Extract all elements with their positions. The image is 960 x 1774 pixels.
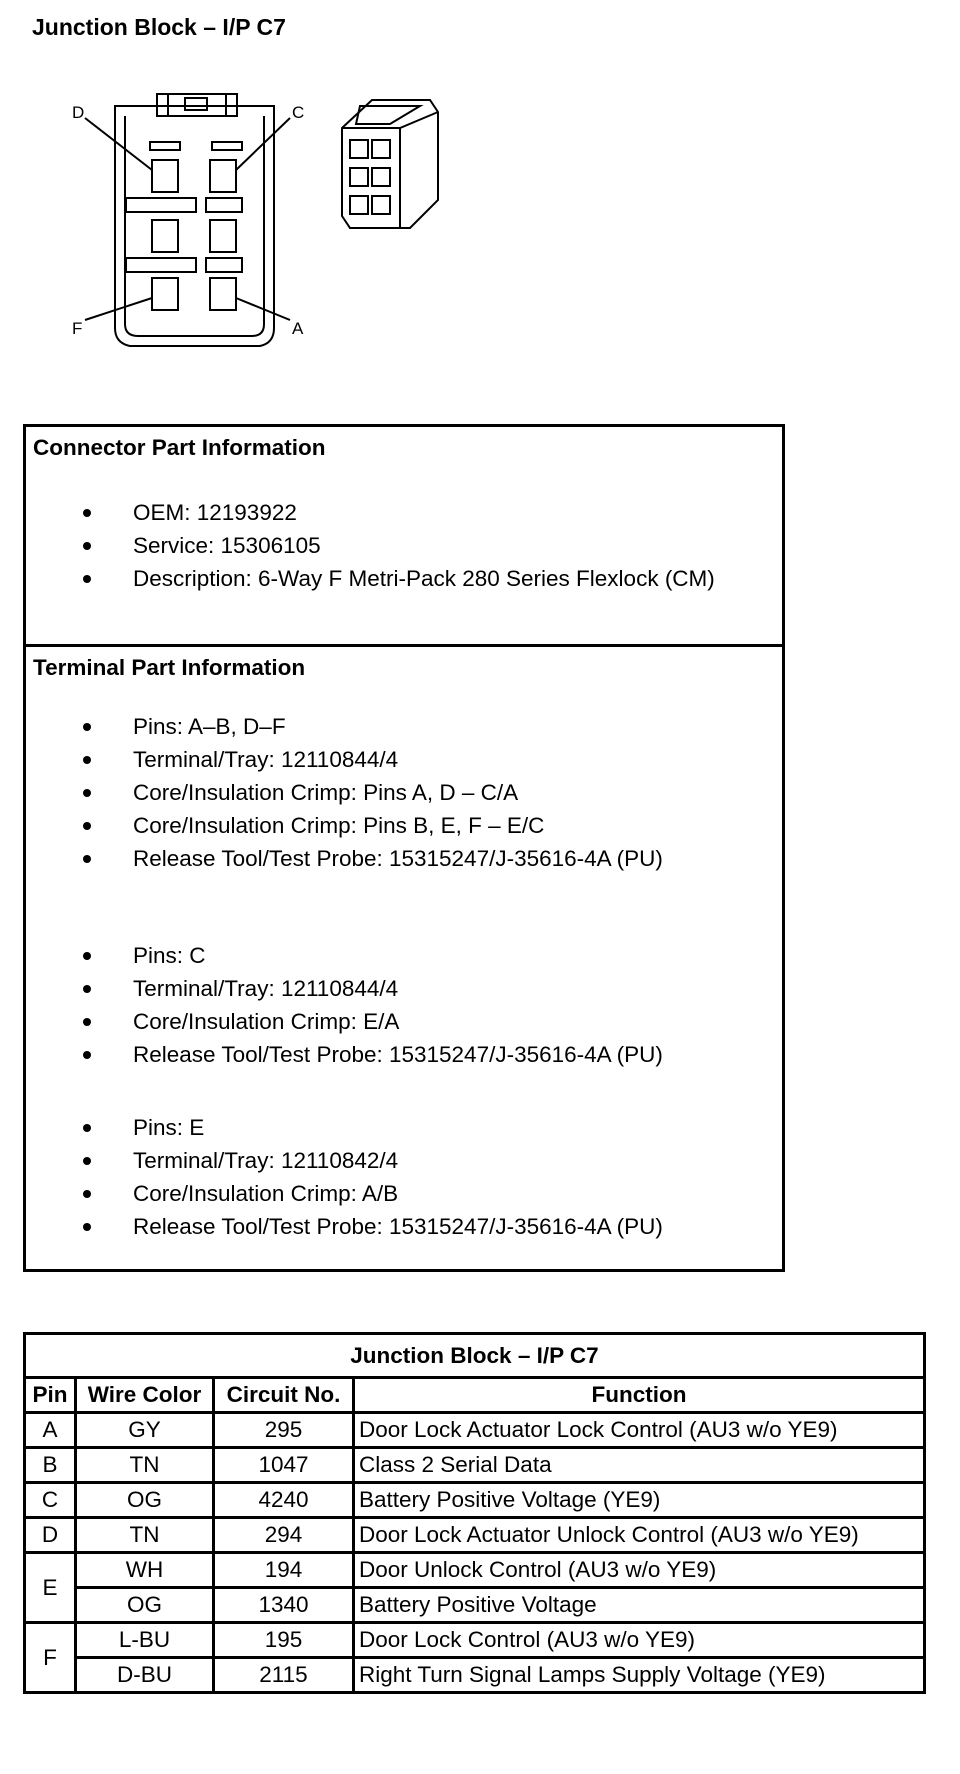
list-item: Release Tool/Test Probe: 15315247/J-35616-4A (PU) bbox=[26, 842, 782, 875]
bullet-icon bbox=[83, 985, 91, 993]
connector-part-info bbox=[26, 427, 782, 647]
list-item: Pins: E bbox=[26, 1111, 782, 1144]
header-wire-color: Wire Color bbox=[76, 1378, 214, 1413]
bullet-icon bbox=[83, 542, 91, 550]
list-item: Core/Insulation Crimp: Pins A, D – C/A bbox=[26, 776, 782, 809]
bullet-icon bbox=[83, 723, 91, 731]
table-row bbox=[25, 1658, 925, 1693]
table-header-row bbox=[25, 1378, 925, 1413]
table-title-row bbox=[25, 1334, 925, 1378]
bullet-icon bbox=[83, 952, 91, 960]
terminal-group-2 bbox=[26, 939, 782, 1071]
pin-cell: E bbox=[25, 1553, 76, 1623]
bullet-icon bbox=[83, 756, 91, 764]
function-cell: Battery Positive Voltage bbox=[354, 1588, 925, 1623]
connector-info-heading: Connector Part Information bbox=[33, 435, 326, 460]
bullet-icon bbox=[83, 822, 91, 830]
list-item: Description: 6-Way F Metri-Pack 280 Series Flexlock (CM) bbox=[26, 562, 782, 595]
connector-drawing bbox=[60, 88, 460, 368]
wire-color-cell: OG bbox=[76, 1588, 214, 1623]
page-title: Junction Block – I/P C7 bbox=[32, 14, 286, 40]
list-item: Pins: C bbox=[26, 939, 782, 972]
callout-a: A bbox=[292, 319, 304, 338]
part-info-box bbox=[23, 424, 785, 1272]
wire-color-cell: WH bbox=[76, 1553, 214, 1588]
wire-color-cell: D-BU bbox=[76, 1658, 214, 1693]
terminal-part-info bbox=[26, 647, 782, 1269]
bullet-icon bbox=[83, 1051, 91, 1059]
pin-cell: A bbox=[25, 1413, 76, 1448]
list-item: Terminal/Tray: 12110844/4 bbox=[26, 972, 782, 1005]
list-item: Terminal/Tray: 12110844/4 bbox=[26, 743, 782, 776]
pin-cell: D bbox=[25, 1518, 76, 1553]
cavity-c bbox=[210, 160, 236, 192]
wire-color-cell: L-BU bbox=[76, 1623, 214, 1658]
terminal-group-3 bbox=[26, 1111, 782, 1243]
wire-color-cell: TN bbox=[76, 1518, 214, 1553]
wire-color-cell: OG bbox=[76, 1483, 214, 1518]
bullet-icon bbox=[83, 1190, 91, 1198]
function-cell: Door Lock Control (AU3 w/o YE9) bbox=[354, 1623, 925, 1658]
connector-diagram bbox=[60, 88, 460, 373]
terminal-group-1 bbox=[26, 710, 782, 875]
circuit-cell: 294 bbox=[214, 1518, 354, 1553]
pin-cell: F bbox=[25, 1623, 76, 1693]
bullet-icon bbox=[83, 1157, 91, 1165]
connector-info-list bbox=[26, 496, 782, 595]
header-circuit-no: Circuit No. bbox=[214, 1378, 354, 1413]
function-cell: Door Lock Actuator Lock Control (AU3 w/o YE9) bbox=[354, 1413, 925, 1448]
header-function: Function bbox=[354, 1378, 925, 1413]
wire-color-cell: GY bbox=[76, 1413, 214, 1448]
callout-d: D bbox=[72, 103, 85, 122]
circuit-cell: 194 bbox=[214, 1553, 354, 1588]
list-item: OEM: 12193922 bbox=[26, 496, 782, 529]
circuit-cell: 295 bbox=[214, 1413, 354, 1448]
connector-inner-wall bbox=[125, 116, 264, 336]
cavity-d bbox=[152, 160, 178, 192]
bullet-icon bbox=[83, 789, 91, 797]
table-row bbox=[25, 1413, 925, 1448]
wire-color-cell: TN bbox=[76, 1448, 214, 1483]
callout-c: C bbox=[292, 103, 305, 122]
table-row bbox=[25, 1518, 925, 1553]
list-item: Release Tool/Test Probe: 15315247/J-35616-4A (PU) bbox=[26, 1210, 782, 1243]
bullet-icon bbox=[83, 509, 91, 517]
circuit-cell: 195 bbox=[214, 1623, 354, 1658]
bullet-icon bbox=[83, 1223, 91, 1231]
header-pin: Pin bbox=[25, 1378, 76, 1413]
connector-housing bbox=[115, 106, 274, 346]
table-row bbox=[25, 1448, 925, 1483]
circuit-cell: 1047 bbox=[214, 1448, 354, 1483]
table-row bbox=[25, 1588, 925, 1623]
cavity-e bbox=[152, 220, 178, 252]
bullet-icon bbox=[83, 1018, 91, 1026]
list-item: Release Tool/Test Probe: 15315247/J-35616-4A (PU) bbox=[26, 1038, 782, 1071]
list-item: Core/Insulation Crimp: A/B bbox=[26, 1177, 782, 1210]
pin-cell: B bbox=[25, 1448, 76, 1483]
list-item: Core/Insulation Crimp: Pins B, E, F – E/C bbox=[26, 809, 782, 842]
function-cell: Door Lock Actuator Unlock Control (AU3 w/o YE9) bbox=[354, 1518, 925, 1553]
table-title: Junction Block – I/P C7 bbox=[25, 1334, 925, 1378]
cavity-f bbox=[152, 278, 178, 310]
function-cell: Class 2 Serial Data bbox=[354, 1448, 925, 1483]
connector-iso-view bbox=[342, 100, 438, 228]
function-cell: Right Turn Signal Lamps Supply Voltage (YE9) bbox=[354, 1658, 925, 1693]
list-item: Pins: A–B, D–F bbox=[26, 710, 782, 743]
circuit-cell: 1340 bbox=[214, 1588, 354, 1623]
circuit-cell: 2115 bbox=[214, 1658, 354, 1693]
list-item: Service: 15306105 bbox=[26, 529, 782, 562]
cavity-b bbox=[210, 220, 236, 252]
bullet-icon bbox=[83, 575, 91, 583]
function-cell: Battery Positive Voltage (YE9) bbox=[354, 1483, 925, 1518]
table-row bbox=[25, 1553, 925, 1588]
pin-cell: C bbox=[25, 1483, 76, 1518]
function-cell: Door Unlock Control (AU3 w/o YE9) bbox=[354, 1553, 925, 1588]
bullet-icon bbox=[83, 855, 91, 863]
cavity-a bbox=[210, 278, 236, 310]
list-item: Core/Insulation Crimp: E/A bbox=[26, 1005, 782, 1038]
terminal-info-heading: Terminal Part Information bbox=[33, 655, 306, 680]
circuit-cell: 4240 bbox=[214, 1483, 354, 1518]
pin-table bbox=[23, 1332, 926, 1694]
table-row bbox=[25, 1483, 925, 1518]
list-item: Terminal/Tray: 12110842/4 bbox=[26, 1144, 782, 1177]
table-row bbox=[25, 1623, 925, 1658]
bullet-icon bbox=[83, 1124, 91, 1132]
callout-f: F bbox=[72, 319, 83, 338]
